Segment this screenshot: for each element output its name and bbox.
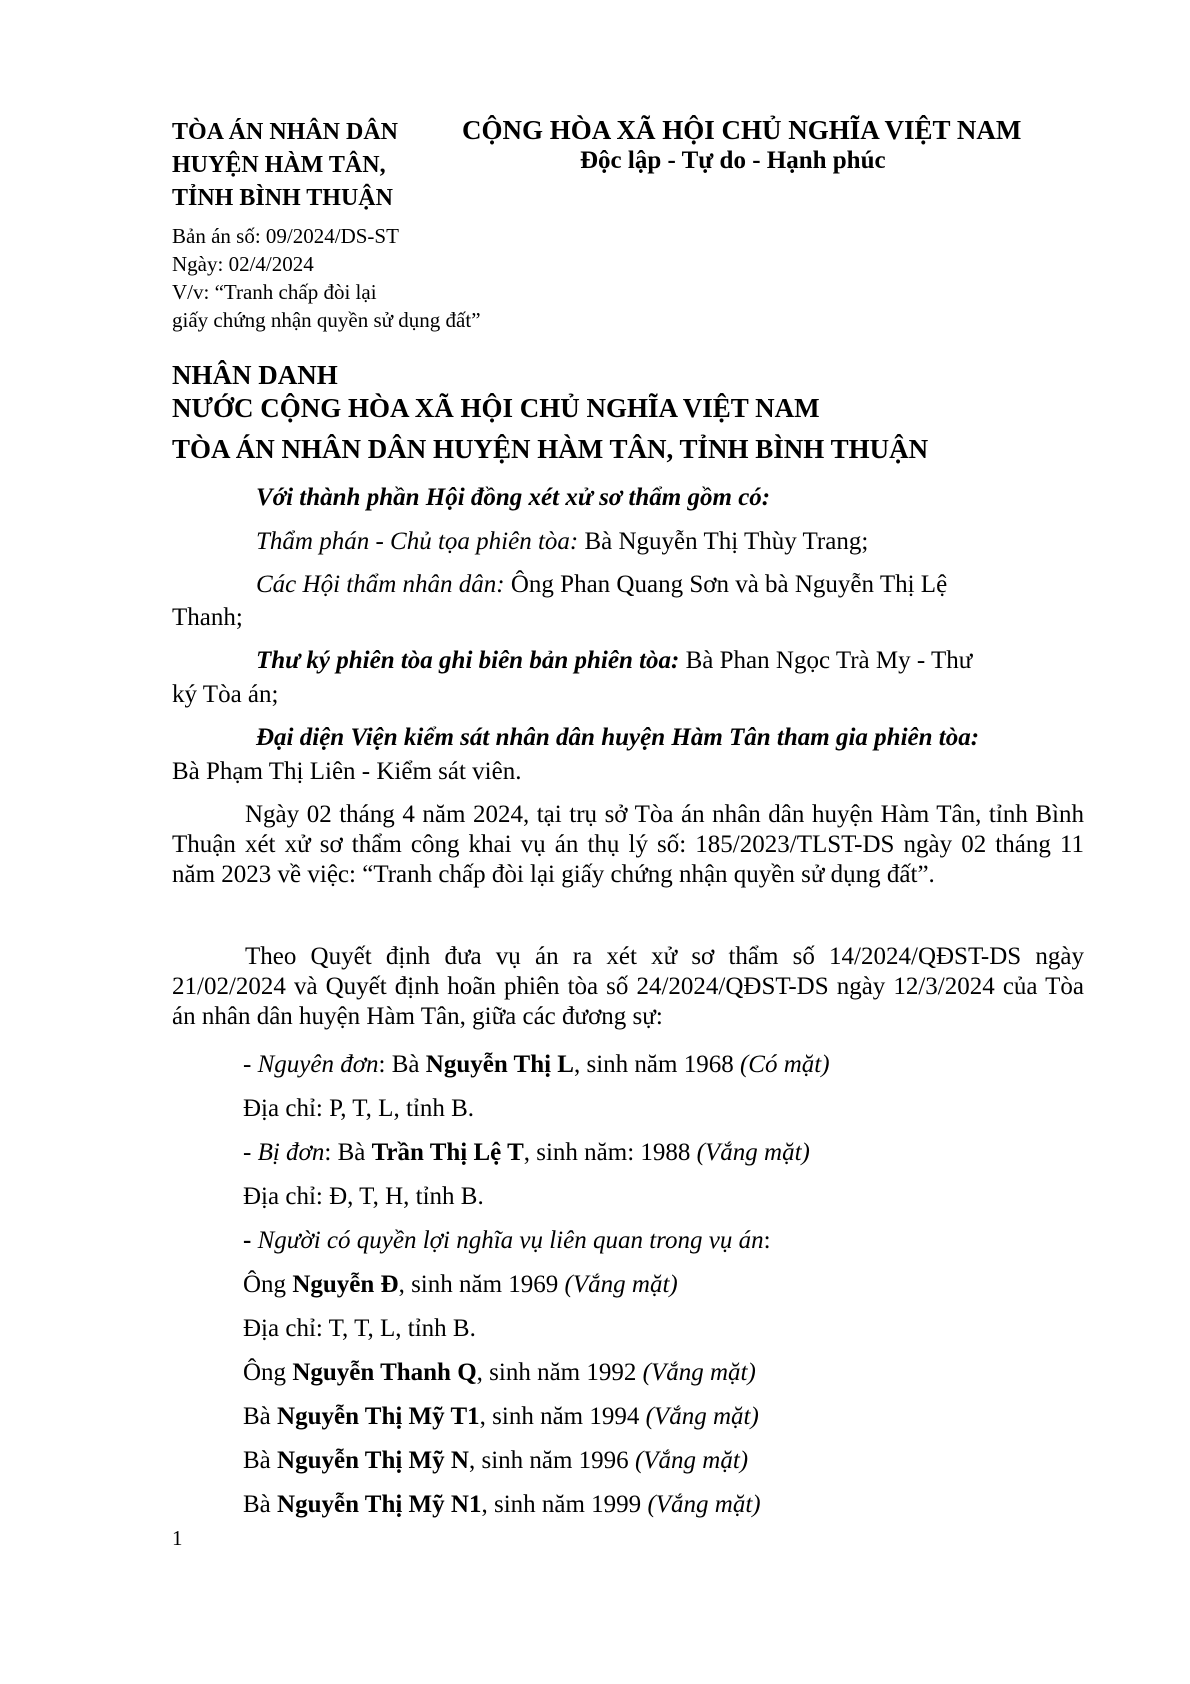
judge-label: Thẩm phán - Chủ tọa phiên tòa: [256,528,579,555]
related-party-title: Bà [243,1403,278,1430]
related-party-status: (Vắng mặt) [645,1403,759,1430]
title-line-2: NƯỚC CỘNG HÒA XÃ HỘI CHỦ NGHĨA VIỆT NAM [172,393,820,423]
related-party-row [243,1402,759,1432]
court-line-2: HUYỆN HÀM TÂN, [172,152,386,178]
related-party-row [243,1358,756,1388]
plaintiff-title: : Bà [378,1051,426,1078]
related-party-birth: , sinh năm 1994 [479,1403,646,1430]
related-party-title: Ông [243,1359,293,1386]
related-address: Địa chỉ: T, T, L, tỉnh B. [243,1315,476,1342]
plaintiff-prefix: - [243,1051,258,1078]
related-party-name: Nguyễn Thị Mỹ T1 [277,1403,480,1430]
related-party-birth: , sinh năm 1992 [476,1359,643,1386]
clerk-value: Bà Phan Ngọc Trà My - Thư [679,647,973,674]
court-line-3: TỈNH BÌNH THUẬN [172,185,393,211]
paragraph-hearing-text: Ngày 02 tháng 4 năm 2024, tại trụ sở Tòa án nhân dân huyện Hàm Tân, tỉnh Bình Thuận xét xử sơ thẩm công khai vụ án thụ lý số: 185/2023/TLST-DS ngày 02 tháng 11 năm 2023 về việc: “Tranh chấp đòi lại giấy chứng nhận quyền sử dụng đất”. [172,801,1084,888]
nation-motto: Độc lập - Tự do - Hạnh phúc [580,147,886,174]
defendant-label: Bị đơn [257,1139,325,1166]
case-subject-line-1: V/v: “Tranh chấp đòi lại [172,280,377,304]
related-party-name: Nguyễn Thị Mỹ N1 [277,1491,482,1518]
related-party-name: Nguyễn Thị Mỹ N [277,1447,469,1474]
defendant-status: (Vắng mặt) [696,1139,810,1166]
related-party-status: (Vắng mặt) [642,1359,756,1386]
plaintiff-line [243,1050,830,1080]
procuracy-value: Bà Phạm Thị Liên - Kiểm sát viên. [172,758,522,785]
clerk-continuation: ký Tòa án; [172,681,279,708]
clerk-line [256,646,972,676]
related-label: Người có quyền lợi nghĩa vụ liên quan trong vụ án [257,1227,764,1254]
title-line-1: NHÂN DANH [172,360,338,390]
title-line-3: TÒA ÁN NHÂN DÂN HUYỆN HÀM TÂN, TỈNH BÌNH THUẬN [172,434,929,464]
court-name-block [172,116,398,215]
related-party-name: Nguyễn Thanh Q [292,1359,477,1386]
related-party-birth: , sinh năm 1969 [398,1271,565,1298]
clerk-label: Thư ký phiên tòa ghi biên bản phiên tòa: [256,647,680,674]
case-info [172,222,481,334]
related-party-birth: , sinh năm 1996 [468,1447,635,1474]
related-colon: : [763,1227,771,1254]
nation-title: CỘNG HÒA XÃ HỘI CHỦ NGHĨA VIỆT NAM [462,115,1022,145]
paragraph-decision [172,942,1084,1032]
plaintiff-name: Nguyễn Thị L [425,1051,574,1078]
related-party-name: Nguyễn Đ [292,1271,399,1298]
judge-value: Bà Nguyễn Thị Thùy Trang; [578,528,869,555]
plaintiff-label: Nguyên đơn [257,1051,379,1078]
defendant-address: Địa chỉ: Đ, T, H, tỉnh B. [243,1183,484,1210]
related-party-status: (Vắng mặt) [634,1447,749,1474]
court-line-1: TÒA ÁN NHÂN DÂN [172,119,399,145]
jurors-value: Ông Phan Quang Sơn và bà Nguyễn Thị Lệ [504,571,948,598]
judgment-number: Bản án số: 09/2024/DS-ST [172,224,399,248]
related-party-row [243,1270,678,1300]
defendant-title: : Bà [324,1139,372,1166]
paragraph-hearing [172,800,1084,890]
procuracy-label: Đại diện Viện kiểm sát nhân dân huyện Hàm Tân tham gia phiên tòa: [256,724,980,751]
related-party-row [243,1446,748,1476]
defendant-prefix: - [243,1139,258,1166]
related-party-row [243,1490,761,1520]
related-party-status: (Vắng mặt) [564,1271,678,1298]
related-party-status: (Vắng mặt) [647,1491,761,1518]
jurors-label: Các Hội thẩm nhân dân: [256,571,505,598]
defendant-name: Trần Thị Lệ T [371,1139,524,1166]
plaintiff-address: Địa chỉ: P, T, L, tỉnh B. [243,1095,475,1122]
judge-line [256,527,868,557]
case-subject-line-2: giấy chứng nhận quyền sử dụng đất” [172,308,481,332]
related-party-title: Bà [243,1447,278,1474]
defendant-line [243,1138,810,1168]
related-party-birth: , sinh năm 1999 [481,1491,648,1518]
paragraph-decision-text: Theo Quyết định đưa vụ án ra xét xử sơ thẩm số 14/2024/QĐST-DS ngày 21/02/2024 và Quyết định hoãn phiên tòa số 24/2024/QĐST-DS ngày 12/3/2024 của Tòa án nhân dân huyện Hàm Tân, giữa các đương sự: [172,943,1084,1030]
related-prefix: - [243,1227,258,1254]
related-party-title: Ông [243,1271,293,1298]
related-party-title: Bà [243,1491,278,1518]
panel-intro: Với thành phần Hội đồng xét xử sơ thẩm gồm có: [256,484,771,511]
plaintiff-birth: , sinh năm 1968 [573,1051,740,1078]
related-heading [243,1226,771,1256]
judgment-date: Ngày: 02/4/2024 [172,252,314,276]
defendant-birth: , sinh năm: 1988 [523,1139,697,1166]
jurors-line [256,570,947,600]
page-number: 1 [172,1526,183,1550]
jurors-continuation: Thanh; [172,604,243,631]
plaintiff-status: (Có mặt) [739,1051,830,1078]
